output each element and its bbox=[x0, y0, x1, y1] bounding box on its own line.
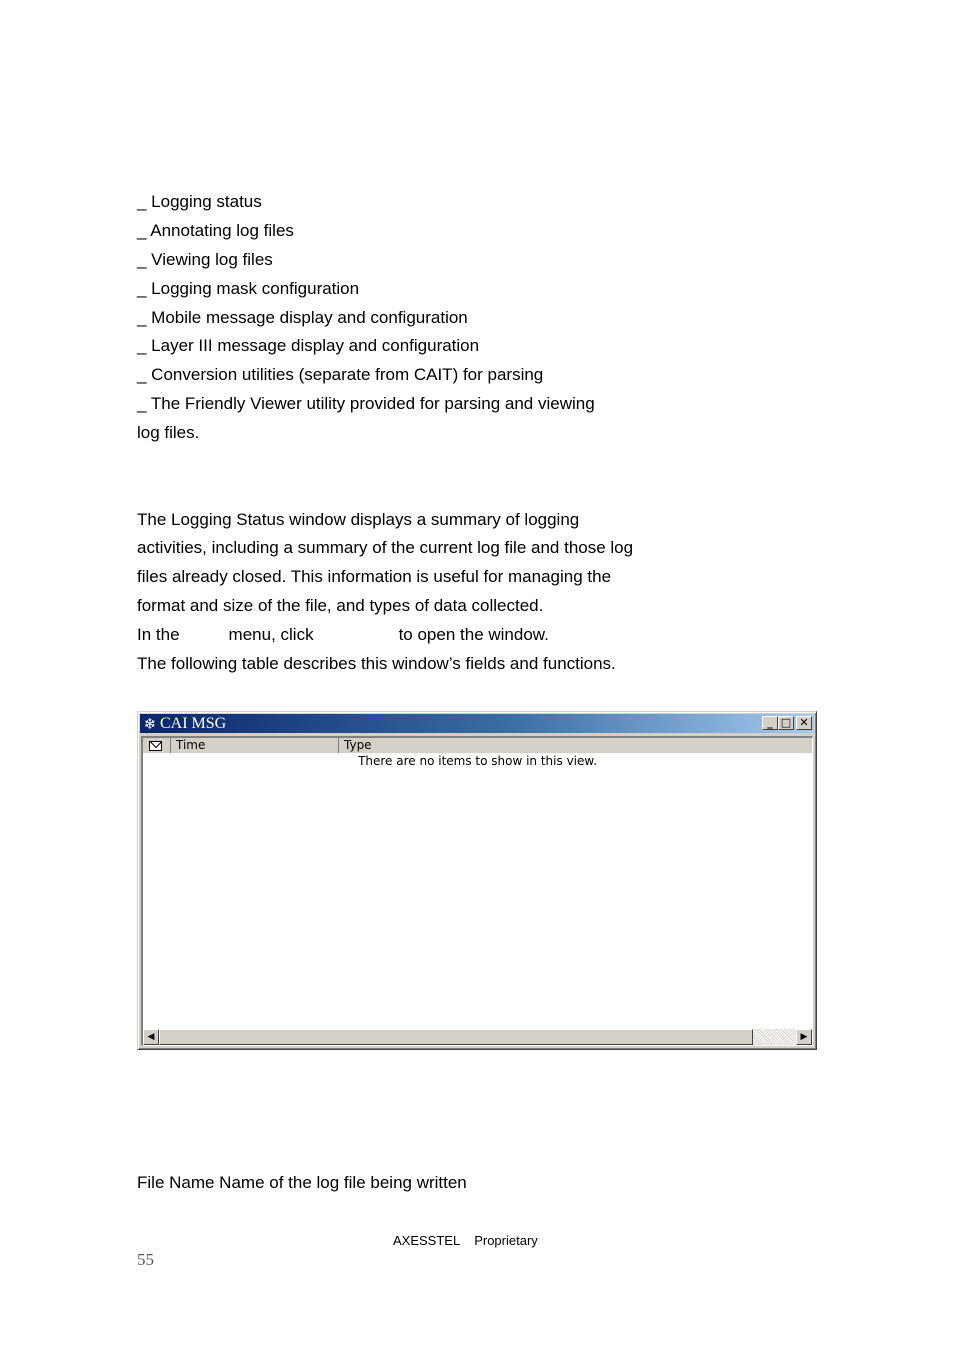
window-title: CAI MSG bbox=[160, 714, 227, 732]
bullet-annotating-log-files: _ Annotating log files bbox=[137, 221, 294, 240]
column-headers bbox=[143, 738, 812, 753]
menu-instruction-part2: menu, click bbox=[228, 625, 314, 644]
bullet-layer-iii: _ Layer III message display and configuration bbox=[137, 336, 480, 355]
paragraph-line-3: files already closed. This information is useful for managing the bbox=[137, 567, 612, 586]
bullet-mobile-message: _ Mobile message display and configuration bbox=[137, 308, 468, 327]
minimize-button[interactable]: _ bbox=[762, 716, 778, 730]
page-number: 55 bbox=[137, 1250, 154, 1269]
title-bar[interactable] bbox=[140, 714, 814, 733]
table-intro: The following table describes this window’s fields and functions. bbox=[137, 654, 616, 673]
scroll-thumb[interactable] bbox=[159, 1029, 753, 1045]
bullet-viewing-log-files: _ Viewing log files bbox=[137, 250, 273, 269]
paragraph-line-2: activities, including a summary of the current log file and those log bbox=[137, 538, 634, 557]
close-button[interactable]: ✕ bbox=[796, 716, 812, 730]
horizontal-scrollbar[interactable] bbox=[143, 1029, 812, 1045]
bullet-logging-mask: _ Logging mask configuration bbox=[137, 279, 360, 298]
page-footer bbox=[393, 1233, 538, 1248]
empty-list-message: There are no items to show in this view. bbox=[358, 754, 597, 768]
menu-instruction bbox=[137, 625, 549, 645]
footer-company: AXESSTEL bbox=[393, 1233, 461, 1248]
scroll-left-button[interactable]: ◀ bbox=[143, 1029, 159, 1045]
paragraph-line-4: format and size of the file, and types of data collected. bbox=[137, 596, 544, 615]
scroll-right-button[interactable]: ▶ bbox=[796, 1029, 812, 1045]
envelope-icon bbox=[149, 741, 162, 751]
title-bar-buttons bbox=[762, 716, 812, 730]
column-header-type[interactable]: Type bbox=[344, 738, 372, 752]
footer-label: Proprietary bbox=[474, 1233, 538, 1248]
column-header-time[interactable]: Time bbox=[171, 738, 339, 753]
cai-msg-window bbox=[137, 711, 817, 1050]
column-header-icon[interactable] bbox=[143, 738, 171, 753]
message-list-view[interactable] bbox=[141, 736, 813, 1046]
bullet-friendly-viewer: _ The Friendly Viewer utility provided for parsing and viewing bbox=[137, 394, 595, 413]
maximize-button[interactable]: □ bbox=[778, 716, 794, 730]
field-row-file-name: File Name Name of the log file being written bbox=[137, 1173, 467, 1192]
bullet-logging-status: _ Logging status bbox=[137, 192, 262, 211]
menu-instruction-part1: In the bbox=[137, 625, 180, 644]
paragraph-line-1: The Logging Status window displays a summary of logging bbox=[137, 510, 580, 529]
bullet-conversion-utilities: _ Conversion utilities (separate from CAIT) for parsing bbox=[137, 365, 544, 384]
snowflake-icon: ❄ bbox=[143, 714, 157, 733]
menu-instruction-part3: to open the window. bbox=[398, 625, 549, 644]
bullet-continuation: log files. bbox=[137, 423, 200, 442]
